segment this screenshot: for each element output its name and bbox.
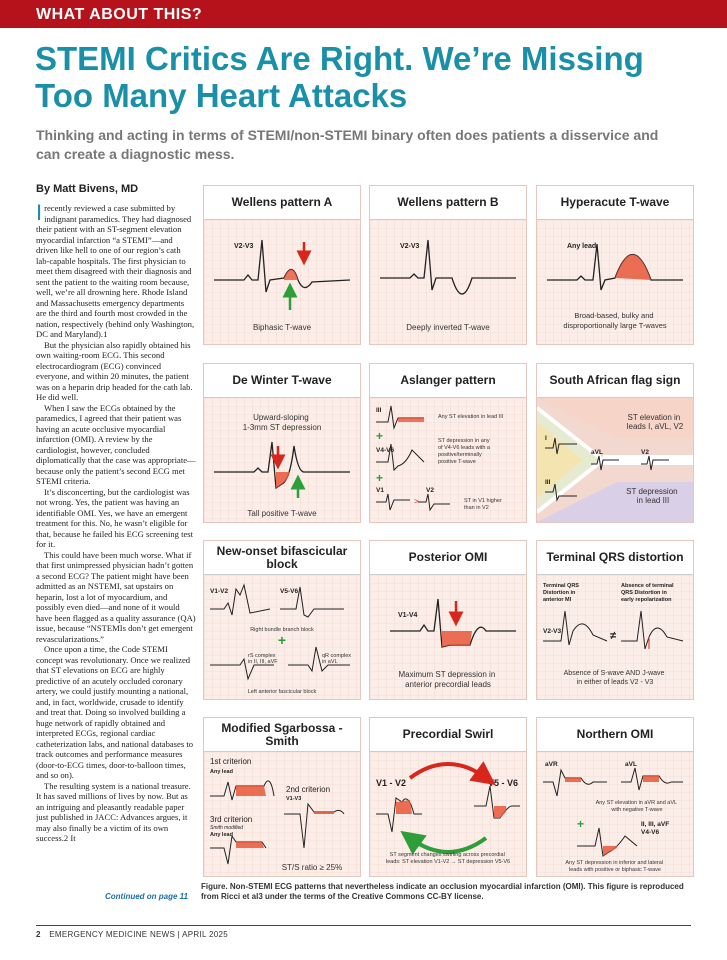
aslanger-ecg-diagram <box>370 398 526 522</box>
body-paragraph: When I saw the ECGs obtained by the paramedics, I agreed that their patient was having an acute occlusive myocardial infarction (OMI). A review by the cardiologist, however, concluded diplomatically that the case was appropriate—because only the patient’s second ECG met STEMI criteria. <box>36 402 196 486</box>
body-paragraph: But the physician also rapidly obtained his own waiting-room ECG. This second electrocardiogram (ECG) convinced everyone, and within 20 minutes, the patient was on a heparin drip headed for the cath lab. He did well. <box>36 339 193 402</box>
svg-text:V1 - V2: V1 - V2 <box>376 778 407 788</box>
svg-text:ST depression in any of: ST depression in any of V4-V6 leads with a positive/terminally positive T-wave <box>438 438 490 465</box>
svg-text:2nd criterion: 2nd criterion <box>286 785 331 794</box>
ecg-card-south-african-flag <box>536 363 694 523</box>
svg-text:Any lead: Any lead <box>210 832 233 838</box>
svg-text:Any ST depression in inferior: Any ST depression in inferior and lateral leads with positive or biphasic T-wave <box>565 860 664 873</box>
section-banner <box>0 0 727 28</box>
figure-caption: Figure. Non-STEMI ECG patterns that nevertheless indicate an occlusion myocardial infarction (OMI). This figure is reproduced from Ricci et al3 under the terms of the Creative Commons CC-BY license. <box>201 882 684 901</box>
svg-text:Smith modified: Smith modified <box>210 825 244 831</box>
svg-text:ST in V1 higher than in: ST in V1 higher than in V2 <box>464 498 502 511</box>
footer-divider <box>36 925 691 926</box>
body-paragraph: It’s disconcerting, but the cardiologist was not wrong. Yes, the patient was having an identifiable OMI. Yes, we have an emergent treatment for this. No, he wasn’t eligible for that, because he failed his ECG screening test for it. <box>36 486 194 549</box>
card-title: Terminal QRS distortion <box>537 541 693 575</box>
svg-text:V1-V4: V1-V4 <box>398 612 418 619</box>
de-winter-ecg-diagram <box>204 398 360 522</box>
card-title: New-onset bifascicular block <box>204 541 360 575</box>
svg-text:II, III, aVF V4-V6: II, III, aVF V4-V6 <box>641 821 670 836</box>
ecg-card-northern-omi <box>536 717 694 877</box>
ecg-card-wellens-b <box>369 185 527 345</box>
card-title: Aslanger pattern <box>370 364 526 398</box>
continued-link[interactable]: Continued on page 11 <box>105 892 188 901</box>
svg-text:rS complex in II, III, a: rS complex in II, III, aVF <box>248 653 278 665</box>
svg-text:+: + <box>277 632 287 648</box>
svg-text:ST depression in lead II: ST depression in lead III <box>626 487 678 505</box>
wellens-b-ecg-diagram <box>370 220 526 344</box>
page-footer <box>36 930 228 939</box>
precordial-swirl-ecg-diagram <box>370 752 526 876</box>
ecg-card-aslanger <box>369 363 527 523</box>
svg-text:qR complex in aVL: qR complex in aVL <box>322 653 352 665</box>
page-number: 2 <box>36 930 41 939</box>
ecg-card-sgarbossa <box>203 717 361 877</box>
svg-text:Tall positive T-wave: Tall positive T-wave <box>247 509 317 518</box>
svg-text:V2: V2 <box>641 449 649 456</box>
body-paragraph: Irecently reviewed a case submitted by indignant paramedics. They had diagnosed their patient with an ST-segment elevation myocardial infarction “a STEMI”—and driven like hell to one of our region’s cath lab-capable hospitals. The first physician to meet them disagreed with their diagnosis and sent the patient to the waiting room because, well, we’re all drowning here. Rhode Island and Massachusetts emergency departments are the third and fourth most crowded in the nation, respectively (behind only Washington, DC and Maryland).1 <box>36 203 195 339</box>
card-title: De Winter T-wave <box>204 364 360 398</box>
card-title: Modified Sgarbossa - Smith <box>204 718 360 752</box>
svg-text:III: III <box>376 407 382 414</box>
svg-text:V4-V6: V4-V6 <box>376 447 395 454</box>
card-title: Northern OMI <box>537 718 693 752</box>
lead-label: V2-V3 <box>234 243 254 250</box>
article-body <box>36 203 196 903</box>
pattern-caption: Deeply inverted T-wave <box>406 323 490 332</box>
svg-text:Maximum ST depression in: Maximum ST depression in anterior precordial leads <box>398 670 496 689</box>
svg-text:Terminal QRS Distortion: Terminal QRS Distortion in anterior MI <box>543 583 579 603</box>
svg-text:Any ST elevation in lead III: Any ST elevation in lead III <box>438 414 504 420</box>
pattern-caption-line: Broad-based, bulky and disproportionally large T-waves <box>563 311 667 330</box>
svg-text:aVR: aVR <box>545 761 558 768</box>
publication-line: EMERGENCY MEDICINE NEWS | APRIL 2025 <box>49 930 228 939</box>
ecg-card-posterior-omi <box>369 540 527 700</box>
bifascicular-ecg-diagram <box>204 575 360 699</box>
svg-text:Any lead: Any lead <box>210 769 233 775</box>
ecg-card-de-winter <box>203 363 361 523</box>
svg-text:+: + <box>376 429 384 443</box>
svg-text:Absence of terminal QRS: Absence of terminal QRS Distortion in early repolarization <box>621 583 674 603</box>
card-title: Wellens pattern B <box>370 186 526 220</box>
card-title: South African flag sign <box>537 364 693 398</box>
pattern-caption: Biphasic T-wave <box>252 323 312 332</box>
svg-text:+: + <box>376 471 384 485</box>
svg-text:+: + <box>577 817 585 831</box>
card-title: Wellens pattern A <box>204 186 360 220</box>
body-paragraph: Once upon a time, the Code STEMI concept was revolutionary. Once we realized that ST elevations on ECG are highly predictive of an acutely occluded coronary artery, we could justify mounting a national, and, in fact, worldwide, crusade to identify and treat that. Doing so involved building a huge network of rapidly obtained and interpreted ECGs, regional cardiac catheterization labs, and national databases to track outcomes and performance measures (door-to-ECG times, door-to-balloon times, and so on). <box>36 644 194 780</box>
svg-text:V1-V2: V1-V2 <box>210 588 229 595</box>
svg-text:1st criterion: 1st criterion <box>210 757 252 766</box>
svg-text:V5-V6: V5-V6 <box>280 588 299 595</box>
body-paragraph: This could have been much worse. What if that first unimpressed physician hadn’t gotten a second ECG? The patient might have been admitted as an NSTEMI, sat upstairs on heparin, lost a lot of myocardium, and possibly even died—and none of it would have been flagged as a quality assurance (QA) issue, because “NSTEMIs don’t get emergent revascularizations.” <box>36 549 196 644</box>
ecg-card-hyperacute <box>536 185 694 345</box>
svg-text:ST segment changes swirling ac: ST segment changes swirling across precordial leads: ST elevation V1-V2 → ST depression V5-V6 <box>385 852 511 865</box>
ecg-card-wellens-a <box>203 185 361 345</box>
ecg-card-terminal-qrs <box>536 540 694 700</box>
hyperacute-ecg-diagram <box>537 220 693 344</box>
wellens-a-ecg-diagram <box>204 220 360 344</box>
byline: By Matt Bivens, MD <box>36 183 139 195</box>
northern-omi-ecg-diagram <box>537 752 693 876</box>
terminal-qrs-ecg-diagram <box>537 575 693 699</box>
svg-text:V2-V3: V2-V3 <box>543 628 562 635</box>
svg-text:>: > <box>414 497 419 506</box>
svg-text:ST/S ratio ≥ 25%: ST/S ratio ≥ 25% <box>281 863 343 872</box>
svg-text:I: I <box>545 435 547 442</box>
svg-text:Any lead: Any lead <box>567 243 597 250</box>
article-headline: STEMI Critics Are Right. We’re Missing Too Many Heart Attacks <box>35 40 644 114</box>
svg-text:Absence of S-wave AND J-wave: Absence of S-wave AND J-wave in either of leads V2 - V3 <box>563 670 665 686</box>
svg-text:V2: V2 <box>426 487 434 494</box>
south-african-flag-diagram <box>537 398 693 522</box>
svg-text:aVL: aVL <box>625 761 637 768</box>
svg-text:V5 - V6: V5 - V6 <box>488 778 519 788</box>
sgarbossa-ecg-diagram <box>204 752 360 876</box>
svg-text:V1: V1 <box>376 487 384 494</box>
svg-text:Any ST elevation in aVR and aV: Any ST elevation in aVR and aVL with negative T-wave <box>595 800 677 813</box>
svg-text:III: III <box>545 479 551 486</box>
card-title: Posterior OMI <box>370 541 526 575</box>
svg-text:≠: ≠ <box>609 630 617 642</box>
ecg-card-bifascicular <box>203 540 361 700</box>
card-title: Hyperacute T-wave <box>537 186 693 220</box>
svg-text:Upward-sloping 1-3mm ST: Upward-sloping 1-3mm ST depression <box>242 413 322 432</box>
svg-text:3rd criterion: 3rd criterion <box>210 815 253 824</box>
section-banner-label: WHAT ABOUT THIS? <box>36 6 203 23</box>
card-title: Precordial Swirl <box>370 718 526 752</box>
svg-text:ST elevation in leads I,: ST elevation in leads I, aVL, V2 <box>626 413 684 431</box>
ecg-card-precordial-swirl <box>369 717 527 877</box>
svg-text:Left anterior fascicular block: Left anterior fascicular block <box>247 689 317 695</box>
svg-text:aVL: aVL <box>591 449 603 456</box>
drop-cap: I <box>36 203 43 225</box>
posterior-omi-ecg-diagram <box>370 575 526 699</box>
svg-text:V2-V3: V2-V3 <box>400 243 420 250</box>
body-paragraph: The resulting system is a national treasure. It has saved millions of lives by now. But as an intriguing and pleasantly readable paper just published in JACC: Advances argues, it may also finally be a victim of its own success.2 It <box>36 780 191 843</box>
article-dek: Thinking and acting in terms of STEMI/non-STEMI binary often does patients a disservice and can create a diagnostic mess. <box>36 127 659 162</box>
svg-text:Right bundle branch block: Right bundle branch block <box>250 627 314 633</box>
svg-text:V1-V3: V1-V3 <box>286 796 302 802</box>
